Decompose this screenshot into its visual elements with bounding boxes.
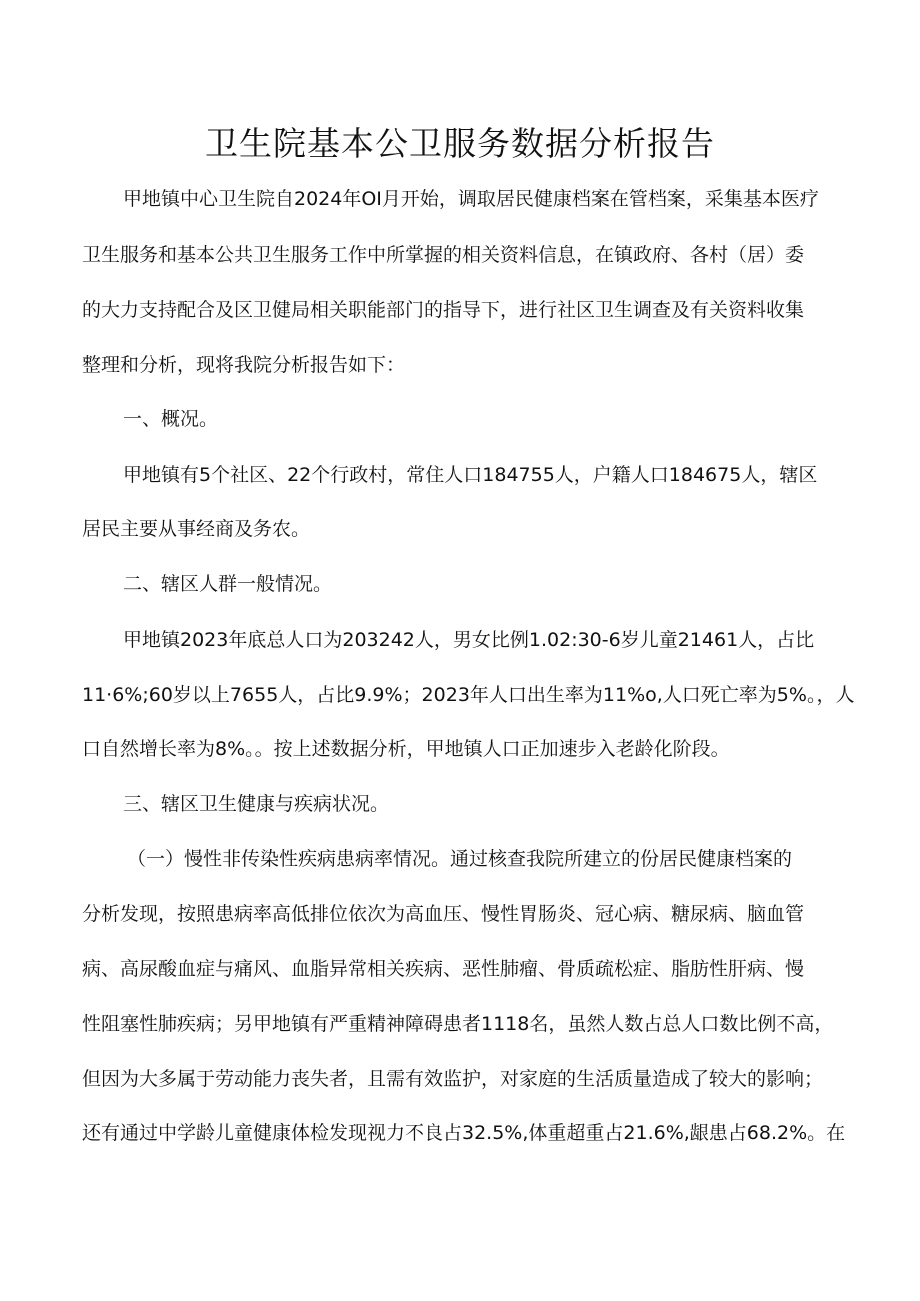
intro-line-3: 的大力支持配合及区卫健局相关职能部门的指导下，进行社区卫生调查及有关资料收集: [82, 299, 805, 321]
section-2-heading: 二、辖区人群一般情况。: [123, 573, 333, 595]
section-1-heading: 一、概况。: [123, 408, 219, 430]
section-3-line-1: （一）慢性非传染性疾病患病率情况。通过核查我院所建立的份居民健康档案的: [127, 848, 793, 870]
intro-line-2: 卫生服务和基本公共卫生服务工作中所掌握的相关资料信息，在镇政府、各村（居）委: [82, 244, 805, 266]
section-1-line-2: 居民主要从事经商及务农。: [82, 518, 311, 540]
section-3-line-4: 性阻塞性肺疾病；另甲地镇有严重精神障碍患者1118名，虽然人数占总人口数比例不高，: [82, 1013, 834, 1035]
intro-line-1: 甲地镇中心卫生院自2024年OI月开始，调取居民健康档案在管档案，采集基本医疗: [123, 188, 819, 210]
section-2-line-3: 口自然增长率为8%。。按上述数据分析，甲地镇人口正加速步入老龄化阶段。: [82, 738, 730, 760]
section-2-line-1: 甲地镇2023年底总人口为203242人，男女比例1.02:30-6岁儿童21461人，占比: [123, 629, 815, 651]
section-1-line-1: 甲地镇有5个社区、22个行政村，常住人口184755人，户籍人口184675人，辖区: [123, 464, 818, 486]
section-3-line-2: 分析发现，按照患病率高低排位依次为高血压、慢性胃肠炎、冠心病、糖尿病、脑血管: [82, 903, 805, 925]
document-title: 卫生院基本公卫服务数据分析报告: [205, 124, 715, 163]
intro-line-4: 整理和分析，现将我院分析报告如下：: [82, 354, 406, 376]
section-3-line-3: 病、高尿酸血症与痛风、血脂异常相关疾病、恶性肺瘤、骨质疏松症、脂肪性肝病、慢: [82, 958, 805, 980]
section-2-line-2: 11·6%;60岁以上7655人，占比9.9%；2023年人口出生率为11%o,人口死亡率为5%。，人: [82, 684, 855, 706]
section-3-line-6: 还有通过中学龄儿童健康体检发现视力不良占32.5%,体重超重占21.6%,龈患占68.2%。在: [82, 1122, 846, 1144]
section-3-heading: 三、辖区卫生健康与疾病状况。: [123, 793, 390, 815]
section-3-line-5: 但因为大多属于劳动能力丧失者，且需有效监护，对家庭的生活质量造成了较大的影响；: [82, 1068, 824, 1090]
